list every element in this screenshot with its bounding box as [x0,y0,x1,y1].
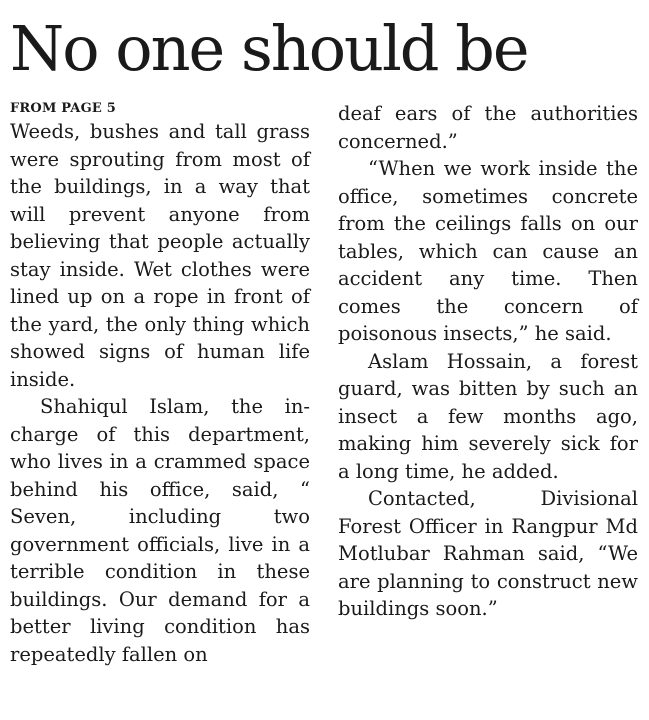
paragraph-shahiqul-quote: Shahiqul Islam, the in-charge of this department, who lives in a crammed space behind his office, said, “ Seven, including two government officials, live in a terrible condition in these buildings. Our demand for a better living condition has repeatedly fallen on [10,395,310,666]
paragraph-weeds: Weeds, bushes and tall grass were sprouting from most of the buildings, in a way that will prevent anyone from believing that people actually stay inside. Wet clothes were lined up on a rope in front of the yard, the only thing which showed signs of human life inside. [10,120,310,391]
paragraph-deaf-ears: deaf ears of the authorities concerned.” [338,102,638,153]
paragraph-office-concrete: “When we work inside the office, sometimes concrete from the ceilings falls on our tables, which can cause an accident any time. Then comes the concern of poisonous insects,” he said. [338,157,638,345]
article-column-left [10,100,310,668]
paragraph-forest-guard: Aslam Hossain, a forest guard, was bitten by such an insect a few months ago, making him severely sick for a long time, he added. [338,349,638,483]
headline: No one should be [10,12,528,85]
paragraph-divisional-officer: Contacted, Divisional Forest Officer in Rangpur Md Motlubar Rahman said, “We are planning to construct new buildings soon.” [338,487,638,620]
article-column-right [338,100,638,623]
continued-from-label: FROM PAGE 5 [10,101,116,116]
